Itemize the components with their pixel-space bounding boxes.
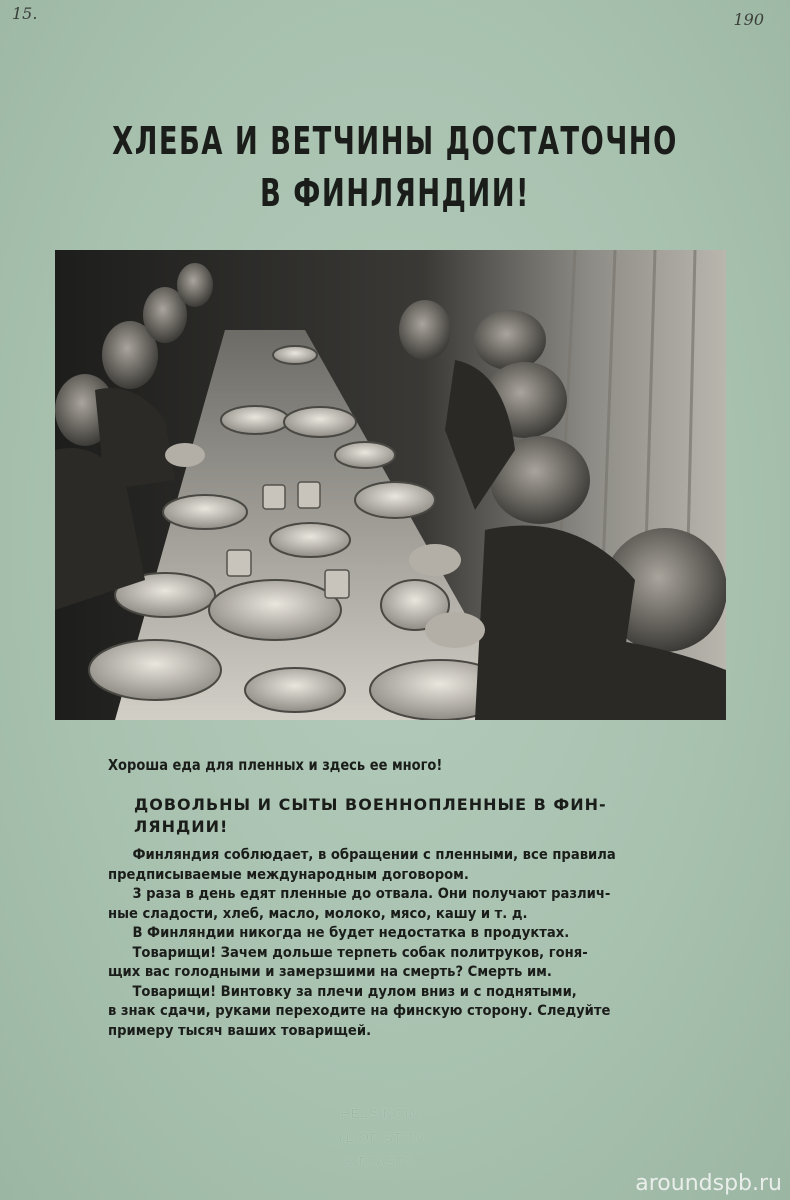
- handwritten-page-number: 190: [733, 10, 764, 29]
- body-line: предписываемые международным договором.: [108, 866, 469, 883]
- headline-line-2: В ФИНЛЯНДИИ!: [260, 171, 530, 215]
- library-stamp: [300, 1102, 460, 1174]
- body-line: В Финляндии никогда не будет недостатка в продуктах.: [132, 925, 570, 941]
- body-line: ные сладости, хлеб, масло, молоко, мясо, кашу и т. д.: [108, 905, 528, 922]
- body-line: в знак сдачи, руками переходите на финскую сторону. Следуйте: [108, 1003, 611, 1019]
- section-heading-line-2: ЛЯНДИИ!: [134, 817, 229, 836]
- body-line: Товарищи! Винтовку за плечи дулом вниз и с поднятыми,: [132, 983, 577, 1000]
- site-watermark: aroundspb.ru: [635, 1171, 782, 1196]
- body-line: примеру тысяч ваших товарищей.: [108, 1022, 372, 1039]
- stamp-line: HELSINGIN: [340, 1106, 420, 1121]
- section-heading-line-1: ДОВОЛЬНЫ И СЫТЫ ВОЕННОПЛЕННЫЕ В ФИН-: [134, 795, 607, 814]
- stamp-line: YLIOPISTON: [336, 1130, 424, 1145]
- photo-illustration: [55, 250, 726, 720]
- photograph-prisoners-eating: [55, 250, 726, 720]
- handwritten-mark-left: 15.: [12, 4, 38, 23]
- body-text: [108, 846, 634, 1041]
- body-line: Товарищи! Зачем дольше терпеть собак политруков, гоня-: [132, 944, 588, 961]
- body-line: 3 раза в день едят пленные до отвала. Они получают различ-: [132, 886, 611, 902]
- photo-caption: Хороша еда для пленных и здесь ее много!: [108, 756, 443, 774]
- section-heading: [134, 794, 754, 838]
- body-line: Финляндия соблюдает, в обращении с пленными, все правила: [132, 847, 616, 863]
- stamp-line: KIRJASTO: [344, 1154, 416, 1169]
- headline-line-1: ХЛЕБА И ВЕТЧИНЫ ДОСТАТОЧНО: [112, 119, 678, 163]
- body-line: щих вас голодными и замерзшими на смерть? Смерть им.: [108, 964, 552, 980]
